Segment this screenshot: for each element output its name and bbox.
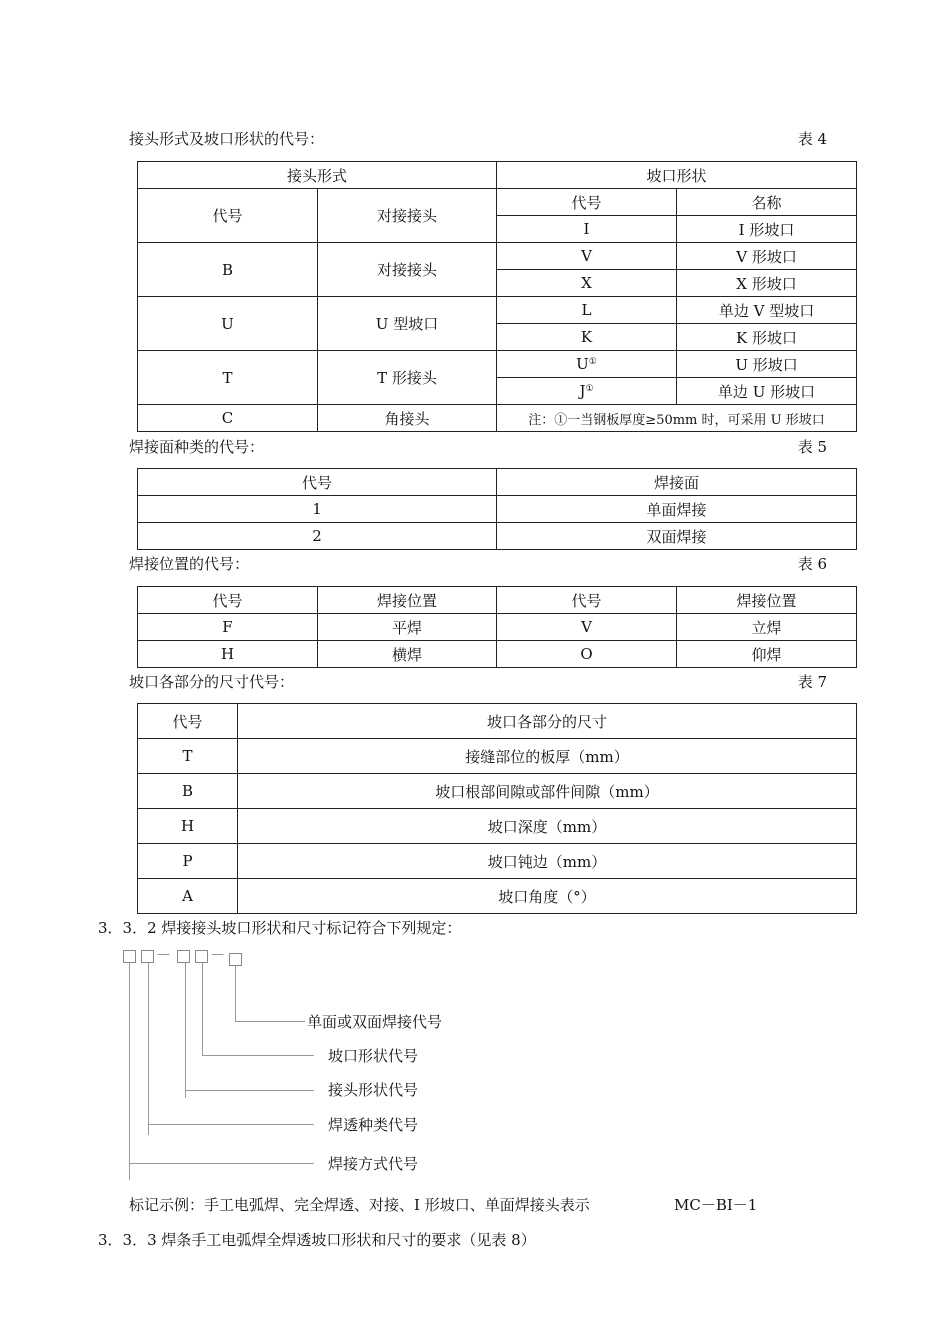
leader-line <box>202 1055 314 1056</box>
leader-line <box>129 963 130 1180</box>
label-groove-shape-code: 坡口形状代号 <box>328 1047 419 1065</box>
joint-name-b: 对接接头 <box>318 243 497 297</box>
position-code: V <box>497 614 677 641</box>
header-code: 代号 <box>138 704 238 739</box>
groove-name-l: 单边 V 型坡口 <box>677 297 857 324</box>
table7-caption <box>129 671 827 693</box>
placeholder-box <box>177 950 190 963</box>
position-name: 平焊 <box>318 614 497 641</box>
groove-code-x: X <box>497 270 677 297</box>
header-code: 代号 <box>497 587 677 614</box>
placeholder-box <box>141 950 154 963</box>
leader-line <box>148 963 149 1135</box>
leader-line <box>148 1124 314 1125</box>
header-butt-joint: 对接接头 <box>318 189 497 243</box>
table6-title: 焊接位置的代号： <box>129 555 250 573</box>
groove-code-l: L <box>497 297 677 324</box>
face-code: 2 <box>138 523 497 550</box>
groove-code-k: K <box>497 324 677 351</box>
header-code: 代号 <box>138 587 318 614</box>
section-3-3-3-heading: 3．3．3 焊条手工电弧焊全焊透坡口形状和尺寸的要求（见表 8） <box>98 1231 536 1249</box>
table4-label: 表 4 <box>797 130 827 148</box>
leader-line <box>235 1021 305 1022</box>
joint-code-c: C <box>138 405 318 432</box>
header-groove-dimension: 坡口各部分的尺寸 <box>238 704 857 739</box>
table7-label: 表 7 <box>797 673 827 691</box>
table5-caption <box>129 436 827 458</box>
table7-groove-dimension-codes <box>137 703 857 914</box>
table6-label: 表 6 <box>797 555 827 573</box>
face-name: 双面焊接 <box>497 523 857 550</box>
groove-code-v: V <box>497 243 677 270</box>
groove-name-j: 单边 U 形坡口 <box>677 378 857 405</box>
dimension-code: B <box>138 774 238 809</box>
position-name: 横焊 <box>318 641 497 668</box>
table6-caption <box>129 553 827 575</box>
dimension-code: H <box>138 809 238 844</box>
position-name: 立焊 <box>677 614 857 641</box>
table4-note: 注：①一当钢板厚度≥50mm 时，可采用 U 形坡口 <box>497 405 857 432</box>
label-weld-face-code: 单面或双面焊接代号 <box>307 1013 443 1031</box>
header-joint-form: 接头形式 <box>138 162 497 189</box>
dimension-code: P <box>138 844 238 879</box>
marking-example-code: MC－BI－1 <box>674 1196 758 1214</box>
table4-caption <box>129 128 827 150</box>
groove-name-v: V 形坡口 <box>677 243 857 270</box>
leader-line <box>129 1163 314 1164</box>
groove-code-j-text: J <box>579 382 586 400</box>
header-weld-face: 焊接面 <box>497 469 857 496</box>
position-code: F <box>138 614 318 641</box>
table5-label: 表 5 <box>797 438 827 456</box>
joint-name-c: 角接头 <box>318 405 497 432</box>
table4-title: 接头形式及坡口形状的代号： <box>129 130 325 148</box>
dimension-name: 坡口角度（°） <box>238 879 857 914</box>
groove-name-u: U 形坡口 <box>677 351 857 378</box>
placeholder-box <box>229 953 242 966</box>
dimension-code: T <box>138 739 238 774</box>
joint-code-t: T <box>138 351 318 405</box>
table7-title: 坡口各部分的尺寸代号： <box>129 673 295 691</box>
header-weld-position: 焊接位置 <box>318 587 497 614</box>
leader-line <box>235 966 236 1022</box>
position-code: O <box>497 641 677 668</box>
label-welding-method-code: 焊接方式代号 <box>328 1155 419 1173</box>
leader-line <box>185 963 186 1098</box>
placeholder-box <box>195 950 208 963</box>
groove-code-u <box>497 351 677 378</box>
dimension-name: 坡口根部间隙或部件间隙（mm） <box>238 774 857 809</box>
dimension-name: 坡口钝边（mm） <box>238 844 857 879</box>
joint-name-u: U 型坡口 <box>318 297 497 351</box>
table5-title: 焊接面种类的代号： <box>129 438 265 456</box>
leader-line <box>185 1090 314 1091</box>
header-groove-code: 代号 <box>497 189 677 216</box>
table4-joint-groove-codes <box>137 161 857 432</box>
groove-name-x: X 形坡口 <box>677 270 857 297</box>
table6-weld-position-codes <box>137 586 857 668</box>
header-groove-name: 名称 <box>677 189 857 216</box>
dimension-code: A <box>138 879 238 914</box>
position-code: H <box>138 641 318 668</box>
groove-code-j <box>497 378 677 405</box>
header-code: 代号 <box>138 469 497 496</box>
face-code: 1 <box>138 496 497 523</box>
marking-example: 标记示例：手工电弧焊、完全焊透、对接、I 形坡口、单面焊接头表示 <box>129 1196 590 1214</box>
label-joint-shape-code: 接头形状代号 <box>328 1081 419 1099</box>
dash: — <box>211 947 224 962</box>
dash: — <box>157 947 170 962</box>
position-name: 仰焊 <box>677 641 857 668</box>
face-name: 单面焊接 <box>497 496 857 523</box>
joint-name-t: T 形接头 <box>318 351 497 405</box>
header-groove-shape: 坡口形状 <box>497 162 857 189</box>
leader-line <box>202 963 203 1056</box>
groove-code-u-text: U <box>576 355 589 373</box>
joint-code-b: B <box>138 243 318 297</box>
label-penetration-type-code: 焊透种类代号 <box>328 1116 419 1134</box>
section-3-3-2-heading: 3．3．2 焊接接头坡口形状和尺寸标记符合下列规定： <box>98 919 462 937</box>
footnote-mark: ① <box>588 357 597 367</box>
header-weld-position: 焊接位置 <box>677 587 857 614</box>
joint-code-u: U <box>138 297 318 351</box>
table5-weld-face-codes <box>137 468 857 550</box>
groove-code-i: I <box>497 216 677 243</box>
placeholder-box <box>123 950 136 963</box>
header-code: 代号 <box>138 189 318 243</box>
footnote-mark: ① <box>585 384 594 394</box>
groove-name-i: I 形坡口 <box>677 216 857 243</box>
dimension-name: 坡口深度（mm） <box>238 809 857 844</box>
groove-name-k: K 形坡口 <box>677 324 857 351</box>
dimension-name: 接缝部位的板厚（mm） <box>238 739 857 774</box>
